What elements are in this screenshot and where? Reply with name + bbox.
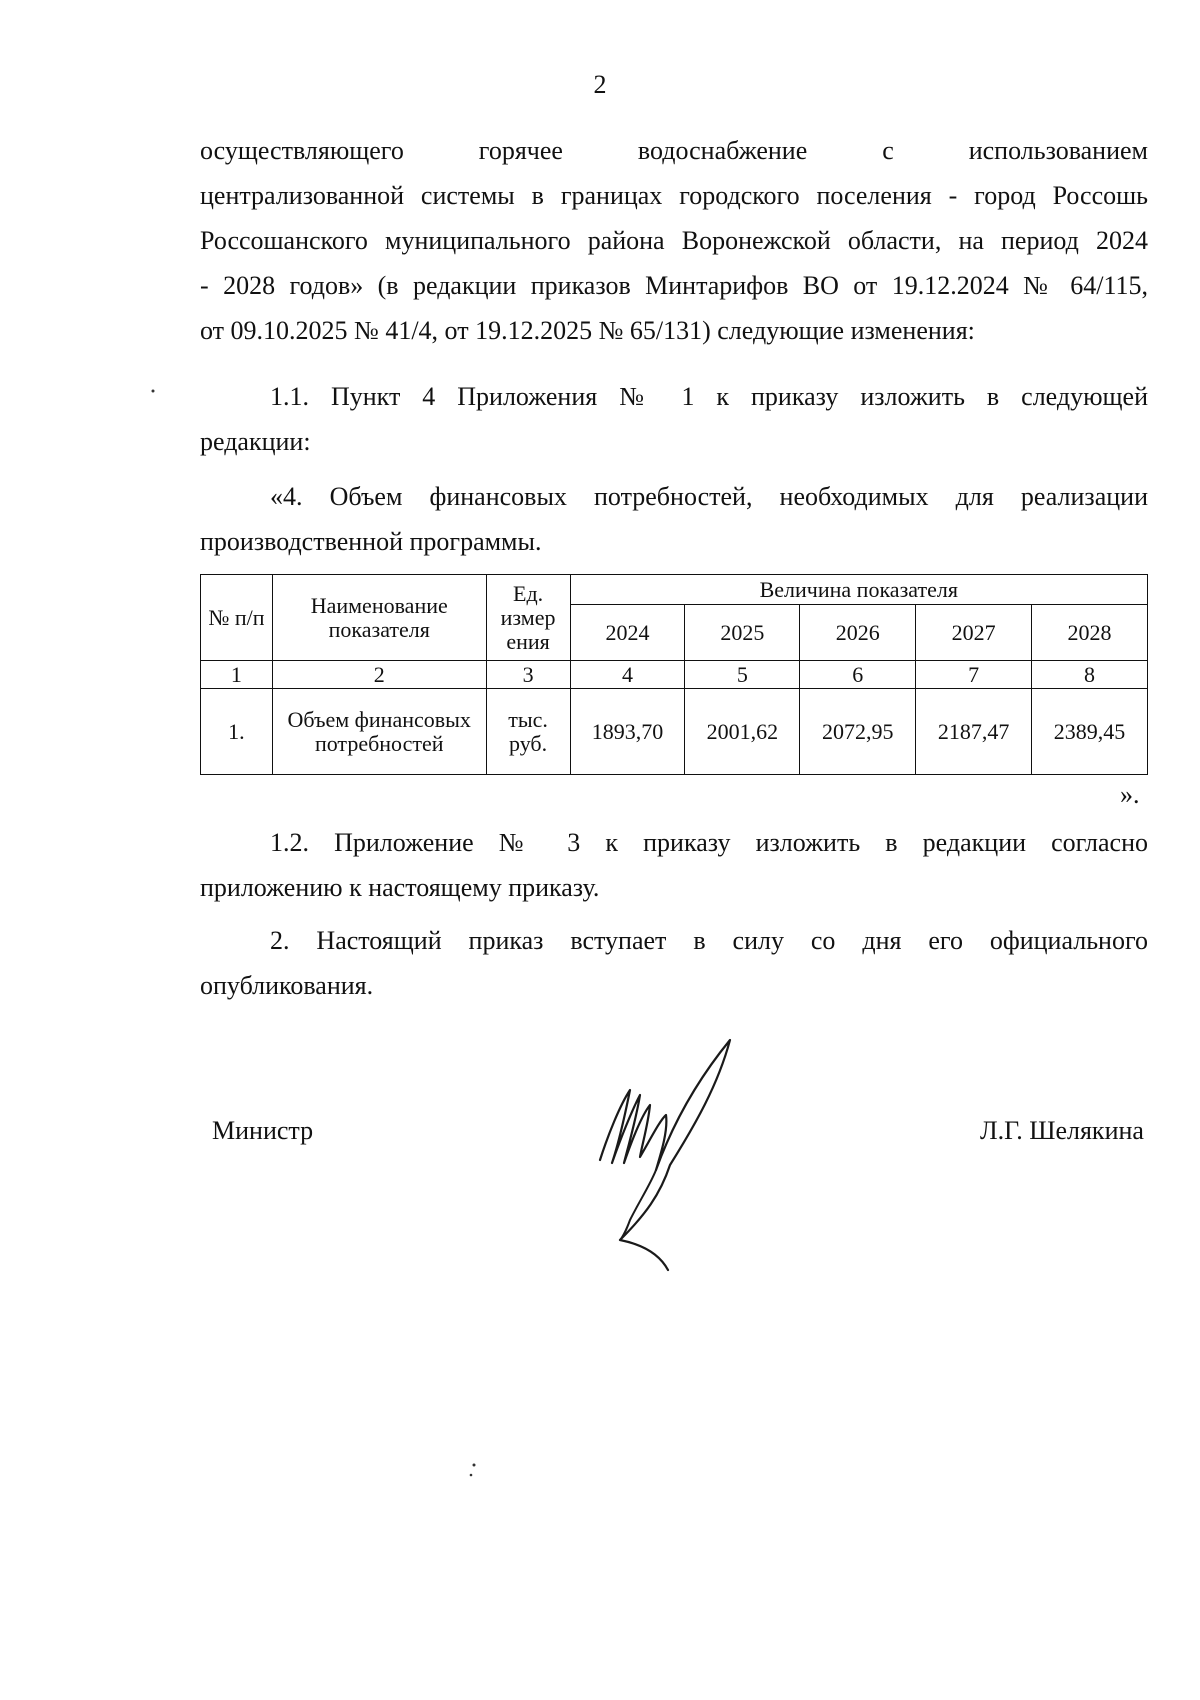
- intro-line: от 09.10.2025 № 41/4, от 19.12.2025 № 65/131) следующие изменения:: [200, 316, 975, 345]
- paragraph-1-1: [200, 374, 1148, 464]
- header-unit: Ед. измер ения: [486, 575, 570, 661]
- row-num: 1.: [201, 689, 273, 775]
- financial-needs-table: [200, 574, 1148, 775]
- index-cell: 7: [916, 661, 1032, 689]
- row-name: Объем финансовых потребностей: [272, 689, 486, 775]
- intro-line: централизованной системы в границах городского поселения - город Россошь: [200, 181, 1148, 210]
- header-year: 2025: [685, 605, 800, 661]
- intro-line: - 2028 годов» (в редакции приказов Минтарифов ВО от 19.12.2024 № 64/115,: [200, 271, 1148, 300]
- intro-line: Россошанского муниципального района Воронежской области, на период 2024: [200, 226, 1148, 255]
- signatory-name: Л.Г. Шелякина: [980, 1116, 1144, 1145]
- row-value: 2072,95: [800, 689, 916, 775]
- intro-paragraph: [200, 128, 1148, 353]
- header-num: № п/п: [201, 575, 273, 661]
- index-cell: 5: [685, 661, 800, 689]
- handwritten-signature: [590, 1035, 760, 1275]
- paragraph-4-quote: [200, 474, 1148, 564]
- row-value: 2187,47: [916, 689, 1032, 775]
- paragraph-line: 2. Настоящий приказ вступает в силу со дня его официального: [270, 926, 1148, 955]
- page-number: 2: [593, 70, 607, 99]
- paragraph-line: «4. Объем финансовых потребностей, необходимых для реализации: [270, 482, 1148, 511]
- index-cell: 1: [201, 661, 273, 689]
- header-name: Наименование показателя: [272, 575, 486, 661]
- paragraph-line: опубликования.: [200, 971, 374, 1000]
- row-unit: тыс. руб.: [486, 689, 570, 775]
- row-value: 2001,62: [685, 689, 800, 775]
- paragraph-line: редакции:: [200, 427, 311, 456]
- row-value: 1893,70: [570, 689, 685, 775]
- paragraph-line: 1.1. Пункт 4 Приложения № 1 к приказу изложить в следующей: [270, 382, 1148, 411]
- table-row: [201, 689, 1148, 775]
- scan-speck: [468, 1462, 480, 1480]
- header-year: 2024: [570, 605, 685, 661]
- closing-quote: ».: [1120, 780, 1140, 809]
- index-cell: 6: [800, 661, 916, 689]
- index-cell: 4: [570, 661, 685, 689]
- header-year: 2026: [800, 605, 916, 661]
- header-year: 2028: [1032, 605, 1148, 661]
- paragraph-line: производственной программы.: [200, 527, 542, 556]
- paragraph-line: 1.2. Приложение № 3 к приказу изложить в редакции согласно: [270, 828, 1148, 857]
- header-value-group: Величина показателя: [570, 575, 1147, 605]
- paragraph-line: приложению к настоящему приказу.: [200, 873, 600, 902]
- index-cell: 8: [1032, 661, 1148, 689]
- paragraph-2: [200, 918, 1148, 1008]
- index-cell: 3: [486, 661, 570, 689]
- header-year: 2027: [916, 605, 1032, 661]
- scan-speck: [150, 388, 156, 394]
- index-cell: 2: [272, 661, 486, 689]
- intro-line: осуществляющего горячее водоснабжение с использованием: [200, 136, 1148, 165]
- paragraph-1-2: [200, 820, 1148, 910]
- row-value: 2389,45: [1032, 689, 1148, 775]
- signatory-title: Министр: [212, 1116, 314, 1145]
